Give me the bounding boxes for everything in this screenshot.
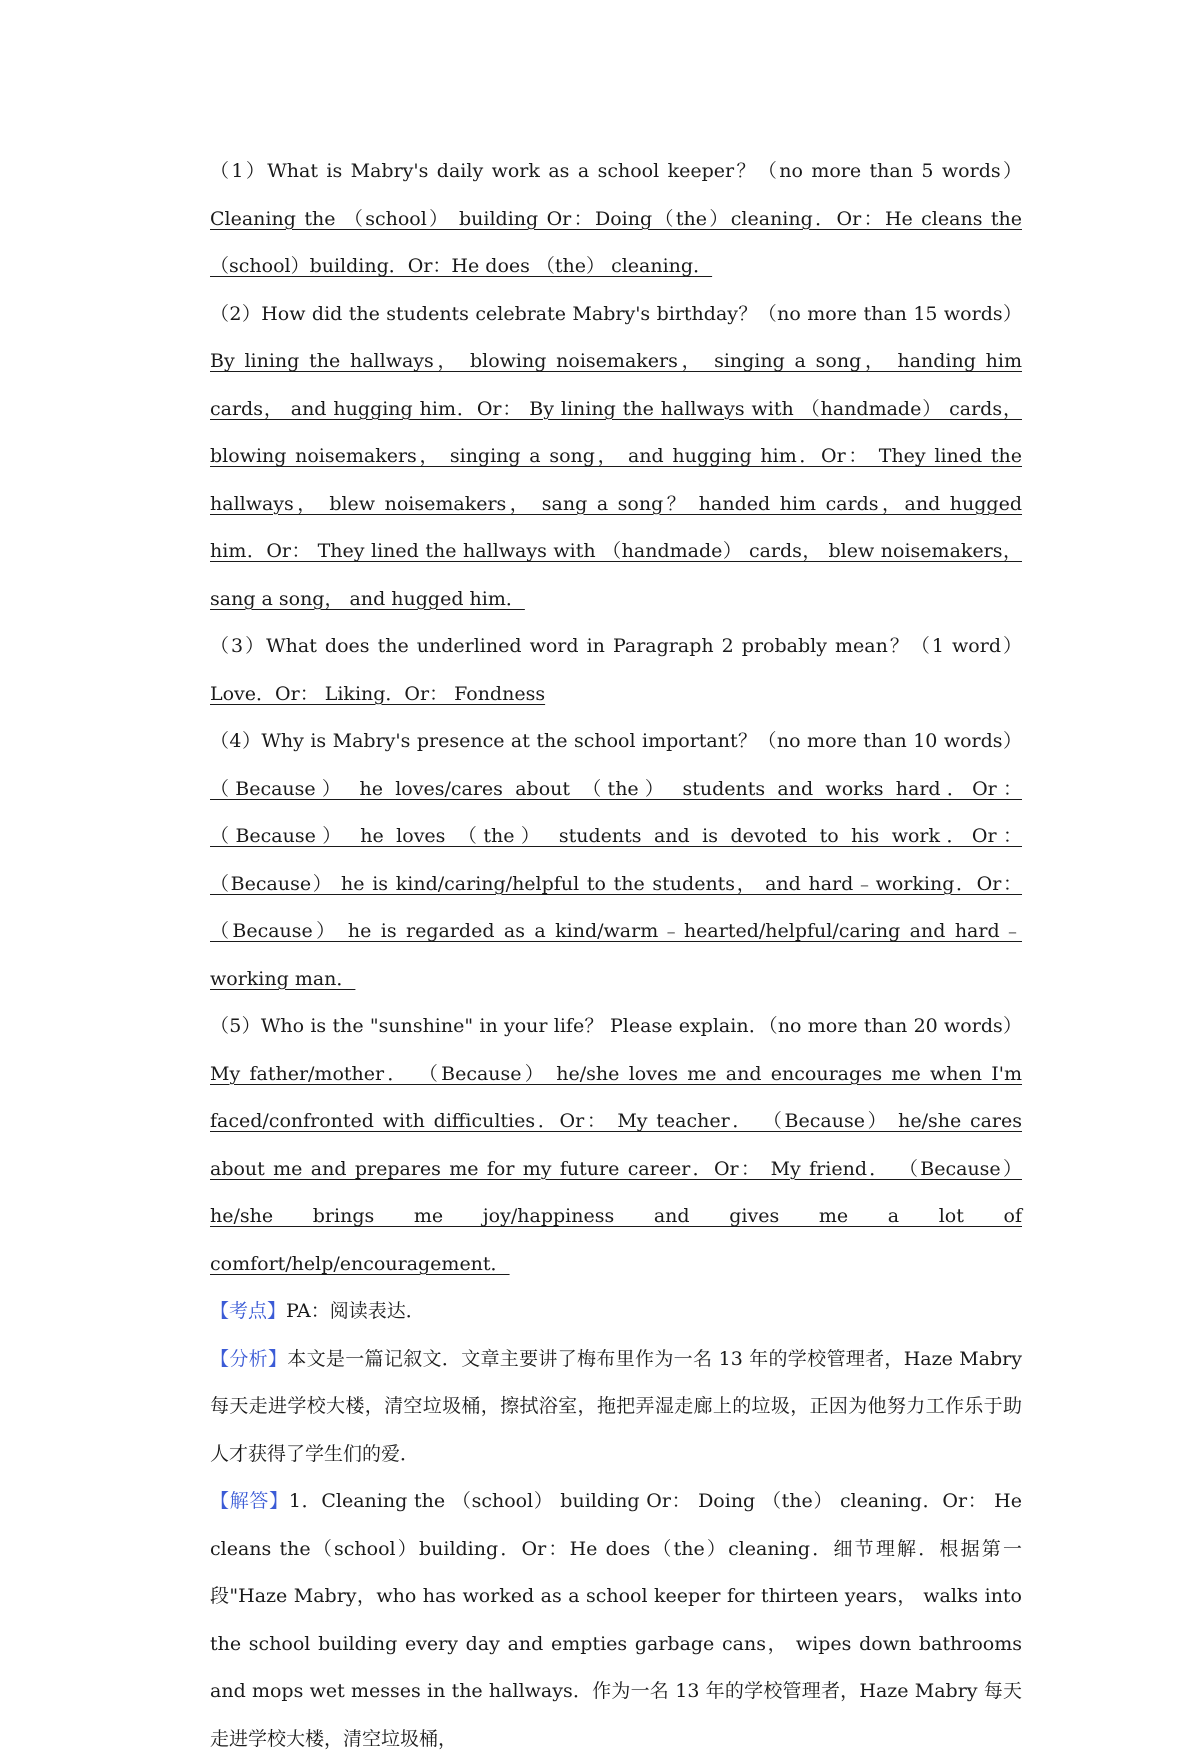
fenxi-section (210, 1336, 1022, 1479)
question-1 (210, 148, 1022, 291)
kaodian-label: 【考点】 (210, 1300, 287, 1322)
kaodian-section (210, 1288, 1022, 1336)
question-4-prompt: （4）Why is Mabry's presence at the school important？（no more than 10 words） (210, 730, 1022, 752)
question-2-answer: By lining the hallways， blowing noisemakers， singing a song， handing him cards， and hugging him．Or： By lining the hallways with （handmade） cards， blowing noisemakers， singing a song， and hugging him．Or： They lined the hallways， blew noisemakers， sang a song？ handed him cards，and hugged him．Or： They lined the hallways with （handmade） cards， blew noisemakers， sang a song， and hugged him． (210, 350, 1022, 610)
question-5-answer: My father/mother． （Because） he/she loves me and encourages me when I'm faced/confronted with difficulties．Or： My teacher． （Because） he/she cares about me and prepares me for my future career．Or： My friend． （Because） he/she brings me joy/happiness and gives me a lot of comfort/help/encouragement． (210, 1062, 1022, 1275)
question-5-prompt: （5）Who is the "sunshine" in your life？ Please explain．（no more than 20 words） (210, 1015, 1022, 1037)
kaodian-text: PA：阅读表达． (286, 1300, 425, 1322)
jieda-text: 1．Cleaning the （school） building Or： Doing （the） cleaning．Or： He cleans the（school）building．Or：He does（the）cleaning．细节理解．根据第一段"Haze Mabry，who has worked as a school keeper for thirteen years， walks into the school building every day and empties garbage cans， wipes down bathrooms and mops wet messes in the hallways．作为一名 13 年的学校管理者，Haze Mabry 每天走进学校大楼，清空垃圾桶， (210, 1490, 1022, 1750)
question-4-answer: （Because） he loves/cares about （the） students and works hard．Or：（Because） he loves （the） students and is devoted to his work．Or： （Because） he is kind/caring/helpful to the students， and hard﹣working．Or： （Because） he is regarded as a kind/warm﹣hearted/helpful/caring and hard﹣working man． (210, 777, 1022, 990)
question-1-answer: Cleaning the （school） building Or：Doing（the）cleaning．Or：He cleans the（school）building．Or：He does （the） cleaning． (210, 207, 1022, 277)
question-2-prompt: （2）How did the students celebrate Mabry's birthday？（no more than 15 words） (210, 302, 1022, 325)
question-4 (210, 718, 1022, 1003)
fenxi-label: 【分析】 (210, 1347, 288, 1370)
jieda-label: 【解答】 (210, 1490, 289, 1512)
question-1-prompt: （1）What is Mabry's daily work as a school keeper？（no more than 5 words） (210, 160, 1022, 182)
jieda-section (210, 1478, 1022, 1763)
question-5 (210, 1003, 1022, 1288)
question-2 (210, 291, 1022, 624)
fenxi-text: 本文是一篇记叙文．文章主要讲了梅布里作为一名 13 年的学校管理者，Haze Mabry 每天走进学校大楼，清空垃圾桶，擦拭浴室，拖把弄湿走廊上的垃圾，正因为他努力工作乐于助人才获得了学生们的爱． (210, 1347, 1022, 1465)
question-3-prompt: （3）What does the underlined word in Paragraph 2 probably mean？（1 word） (210, 635, 1022, 657)
question-3 (210, 623, 1022, 718)
page-content (210, 148, 1022, 1763)
question-3-answer: Love．Or： Liking．Or： Fondness (210, 682, 546, 705)
